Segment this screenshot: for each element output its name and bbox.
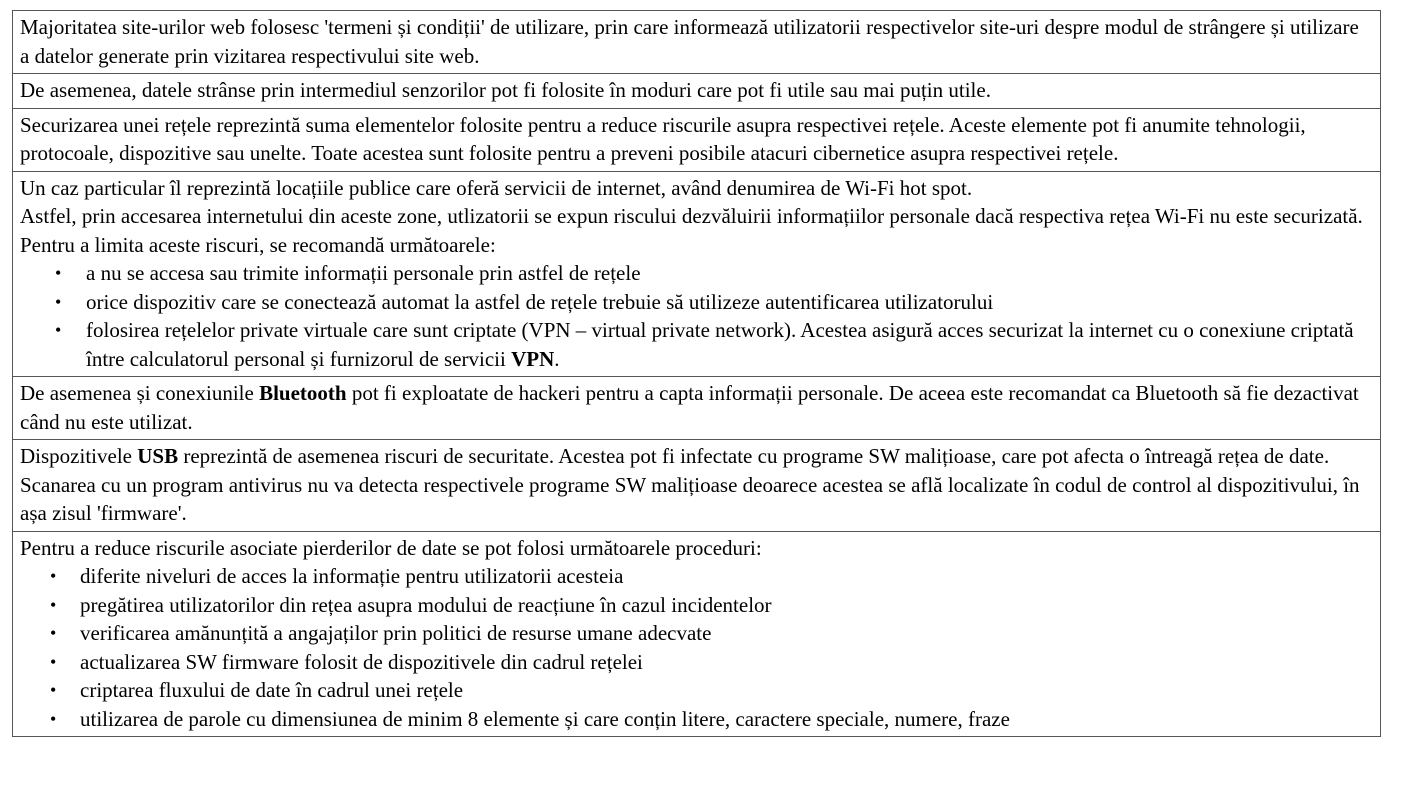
list-item	[20, 619, 1373, 648]
paragraph-hotspot-risks: Astfel, prin accesarea internetului din aceste zone, utlizatorii se expun riscului dezvăluirii informațiilor personale dacă respectiva rețea Wi-Fi nu este securizată. Pentru a limita aceste riscuri, se recomandă următoarele:	[20, 204, 1363, 257]
table-row	[13, 74, 1381, 109]
list-item-text: actualizarea SW firmware folosit de dispozitivele din cadrul rețelei	[80, 649, 643, 674]
list-item-text: verificarea amănunțită a angajaților prin politici de resurse umane adecvate	[80, 621, 712, 645]
bullet-icon: •	[50, 680, 57, 700]
list-item	[20, 676, 1373, 705]
bullet-icon: •	[55, 263, 62, 283]
list-item	[20, 288, 1373, 317]
paragraph-text: De asemenea și conexiunile	[20, 381, 260, 405]
paragraph-hotspot-intro: Un caz particular îl reprezintă locațiile publice care oferă servicii de internet, având denumirea de Wi-Fi hot spot.	[20, 175, 973, 200]
list-item-text: criptarea fluxului de date în cadrul unei rețele	[80, 678, 464, 702]
paragraph-bluetooth	[20, 379, 1373, 436]
table-row	[13, 531, 1381, 737]
list-item	[20, 316, 1373, 373]
bullet-icon: •	[50, 708, 57, 729]
list-item	[20, 648, 1373, 677]
table-cell	[13, 11, 1381, 74]
bullet-icon: •	[50, 566, 57, 586]
table-row	[13, 377, 1381, 440]
paragraph-terms: Majoritatea site-urilor web folosesc 'termeni și condiții' de utilizare, prin care informează utilizatorii respectivelor site-uri despre modul de strângere și utilizare a datelor generate prin vizitarea respectivului site web.	[20, 15, 1359, 68]
list-item-text-end: .	[554, 346, 560, 371]
table-cell	[13, 377, 1381, 440]
list-item-text: utilizarea de parole cu dimensiunea de minim 8 elemente și care conțin litere, caractere speciale, numere, fraze	[80, 706, 1010, 731]
bullet-icon: •	[55, 320, 62, 340]
paragraph-network-security: Securizarea unei rețele reprezintă suma elementelor folosite pentru a reduce riscurile asupra respectivei rețele. Aceste elemente pot fi anumite tehnologii, protocoale, dispozitive sau unelte. Toate acestea sunt folosite pentru a preveni posibile atacuri cibernetice asupra respectivei rețele.	[20, 112, 1306, 165]
list-item	[20, 705, 1373, 734]
paragraph-text: reprezintă de asemenea riscuri de securitate. Acestea pot fi infectate cu programe SW malițioase, care pot afecta o întreagă rețea de date. Scanarea cu un program antivirus nu va detecta respectivele programe SW malițioase deoarece acestea se află localizate în codul de control al dispozitivului, în așa zisul 'firmware'.	[20, 444, 1360, 525]
document-table	[12, 10, 1381, 737]
table-cell	[13, 440, 1381, 532]
paragraph-text: Dispozitivele	[20, 444, 138, 468]
table-row	[13, 171, 1381, 377]
table-row	[13, 440, 1381, 532]
list-item	[20, 591, 1373, 620]
list-item-text: pregătirea utilizatorilor din rețea asupra modului de reacțiune în cazul incidentelor	[80, 592, 772, 617]
list-item-bold-text: VPN	[511, 346, 555, 371]
table-cell	[13, 171, 1381, 377]
table-cell	[13, 531, 1381, 737]
paragraph-sensors: De asemenea, datele strânse prin intermediul senzorilor pot fi folosite în moduri care pot fi utile sau mai puțin utile.	[20, 78, 991, 102]
paragraph-bold-text: Bluetooth	[259, 381, 347, 405]
list-item-text: a nu se accesa sau trimite informații personale prin astfel de rețele	[86, 261, 641, 285]
table-row	[13, 11, 1381, 74]
paragraph-data-loss-intro: Pentru a reduce riscurile asociate pierderilor de date se pot folosi următoarele proceduri:	[20, 535, 762, 560]
bullet-icon: •	[50, 594, 57, 615]
table-cell	[13, 108, 1381, 171]
paragraph-text: pot fi exploatate de hackeri pentru a capta informații personale. De aceea este recomandat ca Bluetooth să fie dezactivat când nu este utilizat.	[20, 381, 1359, 434]
list-item	[20, 562, 1373, 591]
list-item-text: orice dispozitiv care se conectează automat la astfel de rețele trebuie să utilizeze autentificarea utilizatorului	[86, 289, 994, 314]
list-item-text: folosirea rețelelor private virtuale care sunt criptate (VPN – virtual private network). Acestea asigură acces securizat la internet cu o conexiune criptată între calculatorul personal și furnizorul de servicii	[86, 318, 1354, 371]
list-item	[20, 259, 1373, 288]
table-row	[13, 108, 1381, 171]
hotspot-recommendations-list	[20, 259, 1373, 373]
paragraph-usb	[20, 442, 1373, 528]
bullet-icon: •	[50, 623, 57, 643]
list-item-text: diferite niveluri de acces la informație pentru utilizatorii acesteia	[80, 564, 624, 588]
table-cell	[13, 74, 1381, 109]
data-loss-procedures-list	[20, 562, 1373, 733]
bullet-icon: •	[50, 651, 57, 672]
bullet-icon: •	[55, 291, 62, 312]
paragraph-bold-text: USB	[137, 444, 179, 468]
